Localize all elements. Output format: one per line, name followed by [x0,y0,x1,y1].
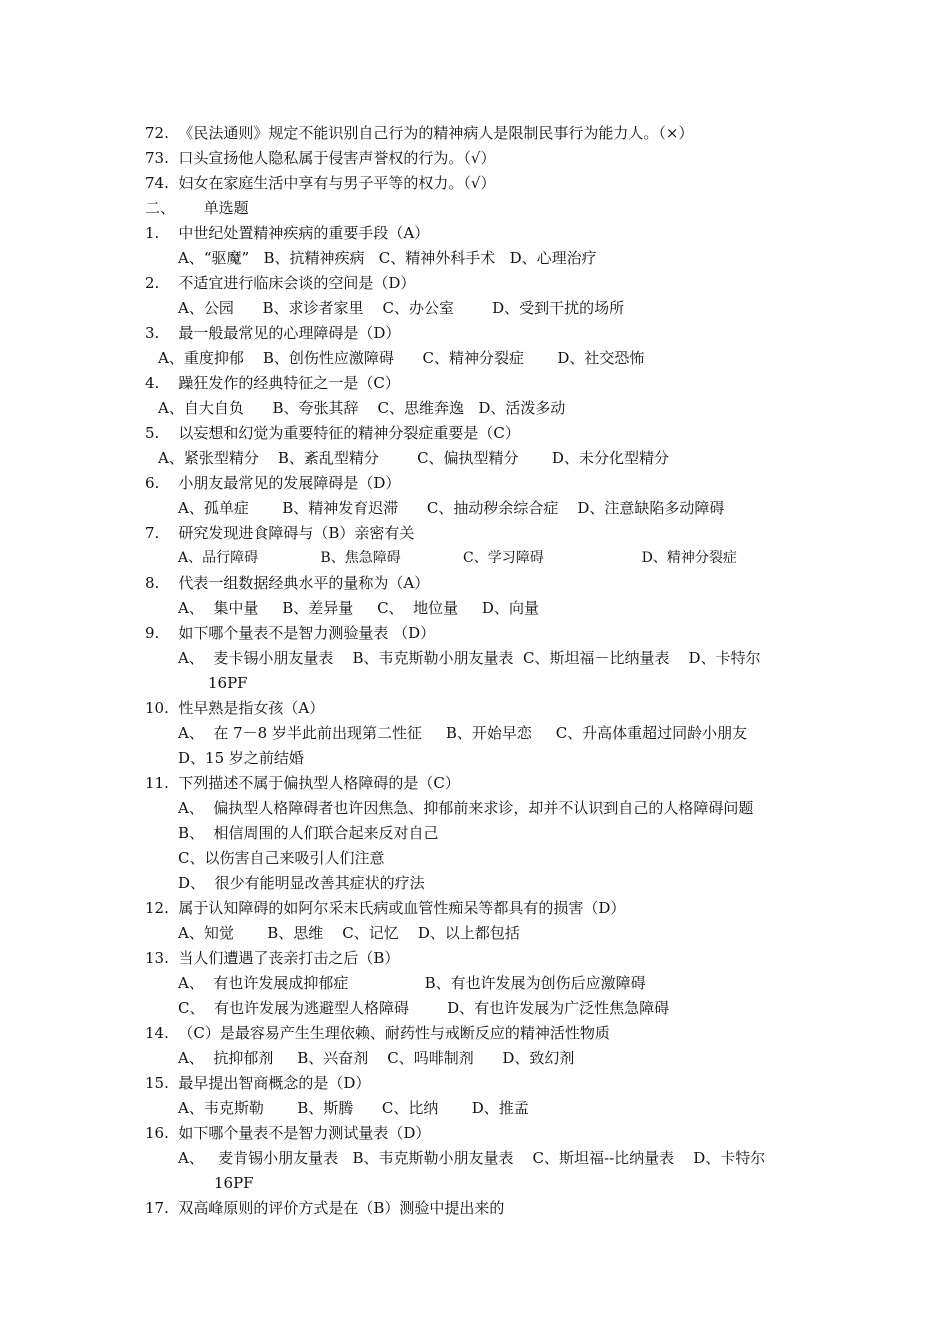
question-1-options: A、“驱魔” B、抗精神疾病 C、精神外科手术 D、心理治疗 [178,249,597,267]
question-3: 3. 最一般最常见的心理障碍是（D） [145,324,401,342]
question-16: 16. 如下哪个量表不是智力测试量表（D） [145,1124,431,1142]
question-15-options: A、韦克斯勒 B、斯腾 C、比纳 D、推孟 [178,1099,529,1117]
question-5-options: A、紧张型精分 B、紊乱型精分 C、偏执型精分 D、未分化型精分 [158,449,669,467]
question-9: 9. 如下哪个量表不是智力测验量表 （D） [145,624,436,642]
question-10: 10. 性早熟是指女孩（A） [145,699,325,717]
question-8: 8. 代表一组数据经典水平的量称为（A） [145,574,430,592]
question-4: 4. 躁狂发作的经典特征之一是（C） [145,374,400,392]
question-2-options: A、公园 B、求诊者家里 C、办公室 D、受到干扰的场所 [178,299,625,317]
section-heading-single-choice: 二、 单选题 [145,199,249,217]
question-2: 2. 不适宜进行临床会谈的空间是（D） [145,274,416,292]
question-9-options: A、 麦卡锡小朋友量表 B、韦克斯勒小朋友量表 C、斯坦福－比纳量表 D、卡特尔 [178,649,761,667]
question-11-option-b: B、 相信周围的人们联合起来反对自己 [178,824,439,842]
question-3-options: A、重度抑郁 B、创伤性应激障碍 C、精神分裂症 D、社交恐怖 [158,349,645,367]
question-13-options-ab: A、 有也许发展成抑郁症 B、有也许发展为创伤后应激障碍 [178,974,646,992]
question-4-options: A、自大自负 B、夸张其辞 C、思维奔逸 D、活泼多动 [158,399,566,417]
question-5: 5. 以妄想和幻觉为重要特征的精神分裂症重要是（C） [145,424,520,442]
true-false-question-72: 72. 《民法通则》规定不能识别自己行为的精神病人是限制民事行为能力人。（×） [145,124,694,142]
true-false-question-73: 73. 口头宣扬他人隐私属于侵害声誉权的行为。（√） [145,149,496,167]
question-8-options: A、 集中量 B、差异量 C、 地位量 D、向量 [178,599,539,617]
question-7-options: A、品行障碍 B、焦急障碍 C、学习障碍 D、精神分裂症 [178,550,737,566]
question-13-options-cd: C、 有也许发展为逃避型人格障碍 D、有也许发展为广泛性焦急障碍 [178,999,670,1017]
question-1: 1. 中世纪处置精神疾病的重要手段（A） [145,224,430,242]
question-12: 12. 属于认知障碍的如阿尔采末氏病或血管性痴呆等都具有的损害（D） [145,899,626,917]
question-6-options: A、孤单症 B、精神发育迟滞 C、抽动秽余综合症 D、注意缺陷多动障碍 [178,499,725,517]
question-15: 15. 最早提出智商概念的是（D） [145,1074,371,1092]
question-11-option-c: C、以伤害自己来吸引人们注意 [178,849,385,867]
question-16-options-continued: 16PF [214,1174,254,1192]
question-7: 7. 研究发现进食障碍与（B）亲密有关 [145,524,415,542]
question-14-options: A、 抗抑郁剂 B、兴奋剂 C、吗啡制剂 D、致幻剂 [178,1049,575,1067]
question-11-option-a: A、 偏执型人格障碍者也许因焦急、抑郁前来求诊，却并不认识到自己的人格障碍问题 [178,799,754,817]
question-12-options: A、知觉 B、思维 C、记忆 D、以上都包括 [178,924,520,942]
question-17: 17. 双高峰原则的评价方式是在（B）测验中提出来的 [145,1199,505,1217]
question-11: 11. 下列描述不属于偏执型人格障碍的是（C） [145,774,460,792]
question-16-options: A、 麦肯锡小朋友量表 B、韦克斯勒小朋友量表 C、斯坦福--比纳量表 D、卡特尔 [178,1149,766,1167]
question-11-option-d: D、 很少有能明显改善其症状的疗法 [178,874,425,892]
true-false-question-74: 74. 妇女在家庭生活中享有与男子平等的权力。（√） [145,174,496,192]
question-6: 6. 小朋友最常见的发展障碍是（D） [145,474,401,492]
question-10-option-d: D、15 岁之前结婚 [178,749,304,767]
question-14: 14. （C）是最容易产生生理依赖、耐药性与戒断反应的精神活性物质 [145,1024,610,1042]
question-13: 13. 当人们遭遇了丧亲打击之后（B） [145,949,400,967]
question-9-options-continued: 16PF [208,674,248,692]
question-10-options: A、 在 7－8 岁半此前出现第二性征 B、开始早恋 C、升高体重超过同龄小朋友 [178,724,748,742]
